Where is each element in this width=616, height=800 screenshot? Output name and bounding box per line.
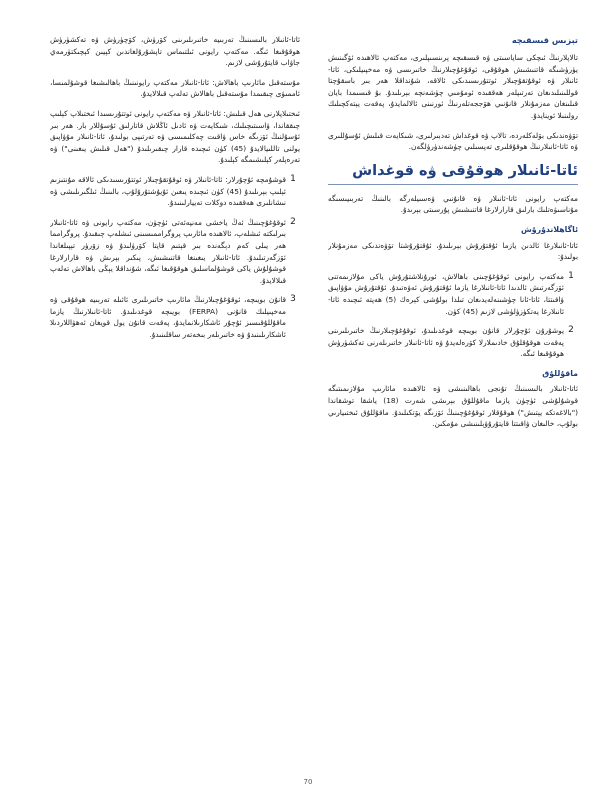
list-item — [50, 217, 300, 287]
item-text: يوشۇرۇن ئۇچۇرلار قانۇن بويىچە قوغدىلىدۇ، ئوقۇغۇچىلارنىڭ خاتىرىلىرىنى پەقەت ھوقۇقلۇق خادىملارلا كۆرەلەيدۇ ۋە ئاتا-ئانىلار خاتىرىلەرنى تەكشۈرۈش ھوقۇقىغا ئىگە. — [328, 326, 564, 359]
left-column — [50, 34, 300, 760]
right-column — [328, 34, 578, 760]
notice-intro: ئاتا-ئانىلارغا ئالدىن يازما ئۇقتۇرۇش بېرىلىدۇ، ئۇقتۇرۇشتا تۆۋەندىكى مەزمۇنلار بولىدۇ: — [328, 240, 578, 262]
left-paragraph-2: مۇستەقىل مائارىپ باھالاش: ئاتا-ئانىلار مەكتەپ رايونىنىڭ باھالىشىغا قوشۇلمىسا، ئاممىۋى چىقىمدا مۇستەقىل باھالاش تەلەپ قىلالايدۇ. — [50, 77, 300, 99]
subheading-consent: ماقۇللۇق — [542, 368, 578, 378]
subheading-notice: ئاگاھلاندۇرۇش — [520, 224, 578, 234]
page-number: 70 — [303, 778, 313, 786]
paragraph-3: مەكتەپ رايونى ئاتا-ئانىلار ۋە قانۇنىي ۋەسىيلەرگە بالىنىڭ تەربىيىسىگە مۇناسىۋەتلىك بارلىق قارارلارغا قاتنىشىش پۇرسىتى بېرىدۇ. — [328, 193, 578, 215]
item-number: 1 — [568, 270, 574, 281]
item-text: ئوقۇغۇچىنىڭ ئەڭ ياخشى مەنپەئەتى ئۈچۈن، مەكتەپ رايونى ۋە ئاتا-ئانىلار بىرلىكتە ئىشلەپ، ئالاھىدە مائارىپ پروگراممىسىنى ئىشلەپ چىقىدۇ. پروگرامما ھەر يىلى كەم دېگەندە بىر قېتىم قايتا كۆرۈلىدۇ ۋە زۆرۈر تېپىلغاندا ئۆزگەرتىلىدۇ. ئاتا-ئانىلار يىغىنغا قاتنىشىش، پىكىر بېرىش ۋە قارارلارغا قوشۇلۇش ياكى قوشۇلماسلىق ھوقۇقىغا ئىگە، شۇنداقلا يېڭى باھالاش تەلەپ قىلالايدۇ. — [50, 217, 286, 285]
item-number: 2 — [290, 216, 296, 227]
heading-rule — [328, 184, 578, 185]
item-number: 1 — [290, 173, 296, 184]
item-text: قانۇن بويىچە، ئوقۇغۇچىلارنىڭ مائارىپ خاتىرىلىرى ئائىلە تەربىيە ھوقۇقى ۋە مەخپىيلىك قانۇنى (FERPA) بويىچە قوغدىلىدۇ. ئاتا-ئانىلارنىڭ يازما ماقۇللۇقىسىز ئۇچۇر ئاشكارىلانمايدۇ، پەقەت قانۇن يول قويغان ئەھۋاللاردىلا ئاشكارىلىنىدۇ ۋە خاتىرىلەر بىخەتەر ساقلىنىدۇ. — [50, 295, 286, 340]
section-heading: تېزىس قىسقىچە — [511, 35, 578, 45]
item-text: قوشۇمچە ئۇچۇرلار: ئاتا-ئانىلار ۋە ئوقۇتقۇچىلار ئوتتۇرىسىدىكى ئالاقە مۇنتىزىم ئېلىپ بېرىلىدۇ (45) كۈن ئىچىدە يىغىن ئۇيۇشتۇرۇلۇپ، بالىنىڭ ئىلگىرىلىشى ۋە نىشانلىرى ھەققىدە دوكلات تەييارلىنىدۇ. — [50, 174, 286, 208]
paragraph-2: تۆۋەندىكى بۆلەكلەردە، تالاپ ۋە قوغداش تەدبىرلىرى، شىكايەت قىلىش ئۇسۇللىرى ۋە ئاتا-ئانىلارنىڭ ھوقۇقلىرى تەپسىلىي چۈشەندۈرۈلگەن. — [328, 130, 578, 152]
main-heading: ئاتا-ئانىلار ھوقۇقى ۋە قوغداش — [352, 162, 578, 179]
item-number: 2 — [568, 325, 574, 336]
list-item — [328, 325, 578, 360]
list-item — [50, 294, 300, 340]
left-paragraph-3: ئىختىلاپلارنى ھەل قىلىش: ئاتا-ئانىلار ۋە مەكتەپ رايونى ئوتتۇرىسىدا ئىختىلاپ كېلىپ چىققاندا، ۋاسىتىچىلىك، شىكايەت ۋە ئادىل ئاڭلاش قاتارلىق ئۇسۇللار بار. ھەر بىر ئۇسۇلنىڭ ئۆزىگە خاس ۋاقىت چەكلىمىسى ۋە تەرتىپى بولىدۇ، ئاتا-ئانىلار مۇۋاپىق يولنى تاللىيالايدۇ (45) كۈن ئىچىدە قارار چىقىرىلىدۇ ("ھەل قىلىش يىغىنى") ۋە تەرەپلەر كېلىشىمگە كېلىدۇ. — [50, 108, 300, 165]
left-paragraph-1: ئاتا-ئانىلار بالىسىنىڭ تەربىيە خاتىرىلىرىنى كۆرۈش، كۆچۈرۈش ۋە تەكشۈرۈش ھوقۇقىغا ئىگە. مەكتەپ رايونى ئىلتىماس تاپشۇرۇلغاندىن كېيىن كېچىكتۈرمەي جاۋاب قايتۇرۇشى لازىم. — [50, 35, 300, 68]
list-item — [328, 271, 578, 317]
intro-paragraph: تالاپلارنىڭ ئىچكى ساياسىتى ۋە قىسقىچە پرىنسىپلىرى، مەكتەپ ئالاھىدە ئۆگىنىش يۈرۈشىگە قاتنىشىش ھوقۇقى، ئوقۇغۇچىلارنىڭ خاتىرىسى ۋە مەخپىيلىكى، ئاتا-ئانىلار ۋە ئوقۇتقۇچىلار ئوتتۇرىسىدىكى ئالاقە، شۇنداقلا ھەر بىر باسقۇچتا قوللىنىلىدىغان تەرتىپلەر ھەققىدە ئومۇمىي چۈشەنچە بېرىلىدۇ. بۇ قىسىمدا بايان قىلىنغان مەزمۇنلار قانۇنىي ھۆججەتلەرنىڭ ئورنىنى ئالالمايدۇ، پەقەت يېتەكچىلىك رولىنىلا ئوينايدۇ. — [328, 53, 578, 120]
item-number: 3 — [290, 294, 296, 305]
paragraph-4: ئاتا-ئانىلار بالىسىنىڭ تۇنجى باھالىنىشى ۋە ئالاھىدە مائارىپ مۇلازىمىتىگە قوشۇلۇشى ئۈچۈن يازما ماقۇللۇق بېرىشى شەرت (18) ياشقا توشقاندا ("بالاغەتكە يېتىش") ھوقۇقلار ئوقۇغۇچىنىڭ ئۆزىگە يۆتكىلىدۇ. ماقۇللۇق ئىختىيارىي بولۇپ، خالىغان ۋاقىتتا قايتۇرۇۋېلىنىشى مۇمكىن. — [328, 384, 578, 429]
list-item — [50, 174, 300, 209]
item-text: مەكتەپ رايونى ئوقۇغۇچىنى باھالاش، ئورۇنلاشتۇرۇش ياكى مۇلازىمەتنى ئۆزگەرتىش ئالدىدا ئاتا-ئانىلارغا يازما ئۇقتۇرۇش ئەۋەتىدۇ. ئۇقتۇرۇش مۇۋاپىق ۋاقىتتا، ئاتا-ئانا چۈشىنەلەيدىغان تىلدا بولۇشى كېرەك (5) ھەپتە ئىچىدە ئاتا-ئانىلارغا يەتكۈزۈلۈشى لازىم (45) كۈن. — [328, 271, 564, 316]
